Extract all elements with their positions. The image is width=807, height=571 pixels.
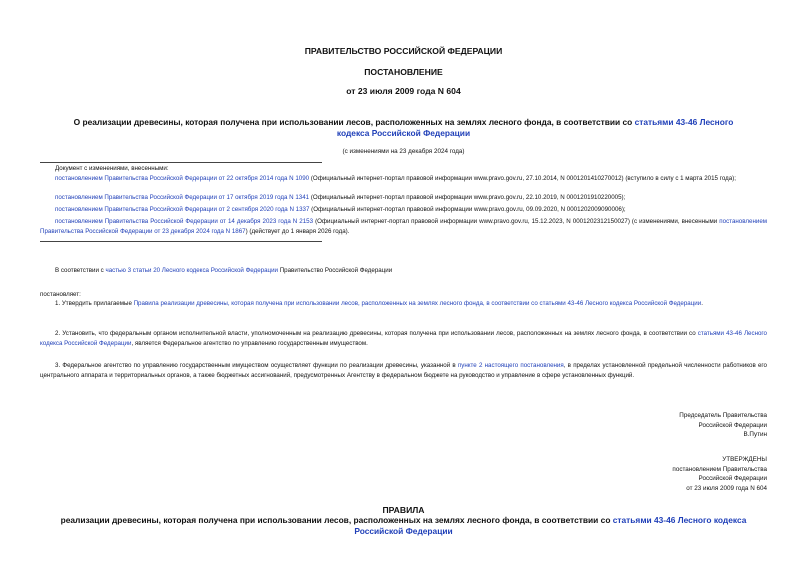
paragraph-3 [40, 361, 767, 380]
preamble-text-a: В соответствии с [55, 267, 106, 274]
divider-top [40, 162, 322, 163]
amendments-intro: Документ с изменениями, внесенными: [55, 165, 169, 172]
government-name: ПРАВИТЕЛЬСТВО РОССИЙСКОЙ ФЕДЕРАЦИИ [304, 46, 503, 56]
signature-country: Российской Федерации [698, 421, 767, 429]
amendment-2-link[interactable]: постановлением Правительства Российской Федерации от 17 октября 2019 года N 1341 [55, 194, 310, 201]
paragraph-1-link[interactable]: Правила реализации древесины, которая получена при использовании лесов, расположенных на землях лесного фонда, в соответствии со статьями 43-46 Лесного кодекса Российской Федерации [133, 300, 702, 307]
paragraph-3-link[interactable]: пункте 2 настоящего постановления [457, 362, 564, 369]
rules-heading: ПРАВИЛА [382, 505, 425, 515]
amended-note: (с изменениями на 23 декабря 2024 года) [342, 148, 465, 155]
title-text: О реализации древесины, которая получена при использовании лесов, расположенных на землях лесного фонда, в соответствии со [73, 117, 635, 127]
paragraph-2-link[interactable]: статьями 43-46 Лесного кодекса Российской Федерации [40, 330, 767, 347]
signature-position: Председатель Правительства [679, 412, 767, 419]
amendment-3-link[interactable]: постановлением Правительства Российской Федерации от 2 сентября 2020 года N 1337 [55, 206, 310, 213]
approved-date: от 23 июля 2009 года N 604 [686, 484, 767, 492]
approved-label: УТВЕРЖДЕНЫ [722, 456, 767, 463]
paragraph-3-text-b: , в пределах установленной предельной численности работников его центрального аппарата и территориальных органов, а также бюджетных ассигнований, предусмотренных Агентству в федеральном бюджете на руководство и управление в сфере установленных функций. [40, 362, 767, 379]
amendment-1 [40, 174, 767, 184]
resolves-word: постановляет: [40, 291, 81, 298]
amendment-4-link[interactable]: постановлением Правительства Российской Федерации от 14 декабря 2023 года N 2153 [55, 218, 314, 225]
rules-subtitle [40, 515, 767, 536]
divider-bottom [40, 241, 322, 242]
signature-name: В.Путин [743, 431, 767, 439]
amendment-4-text2: ) (действует до 1 января 2026 года). [245, 227, 350, 235]
amendment-4-link2[interactable]: постановлением Правительства Российской Федерации от 23 декабря 2024 года N 1867 [40, 218, 768, 235]
paragraph-2-text-b: , является Федеральное агентство по управлению государственным имуществом. [131, 339, 368, 347]
document-date: от 23 июля 2009 года N 604 [346, 86, 461, 96]
preamble-link[interactable]: частью 3 статьи 20 Лесного кодекса Российской Федерации [105, 267, 278, 274]
approved-country: Российской Федерации [698, 475, 767, 483]
preamble-text-b: Правительство Российской Федерации [277, 267, 393, 274]
document-type: ПОСТАНОВЛЕНИЕ [364, 67, 443, 77]
preamble [55, 266, 767, 276]
title-link-articles[interactable]: статьями 43-46 Лесного [634, 117, 734, 127]
paragraph-3-text-a: 3. Федеральное агентство по управлению государственным имуществом осуществляет функции по реализации древесины, указанной в [55, 362, 458, 369]
paragraph-1 [40, 299, 767, 309]
rules-subtitle-link-2[interactable]: Российской Федерации [354, 525, 453, 536]
amendment-2-text: (Официальный интернет-портал правовой информации www.pravo.gov.ru, 22.10.2019, N 0001201910220005); [309, 194, 626, 201]
amendment-4 [40, 217, 767, 236]
amendment-3 [55, 205, 767, 215]
signature-block [467, 411, 767, 440]
amendment-1-link[interactable]: постановлением Правительства Российской Федерации от 22 октября 2014 года N 1090 [55, 175, 310, 182]
paragraph-1-text-b: . [701, 300, 703, 307]
amendment-4-text: (Официальный интернет-портал правовой информации www.pravo.gov.ru, 15.12.2023, N 0001202312150027) (с изменениями, внесенными [313, 218, 720, 225]
title-link-code[interactable]: кодекса Российской Федерации [336, 127, 471, 138]
paragraph-2 [40, 329, 767, 348]
rules-subtitle-link[interactable]: статьями 43-46 Лесного кодекса [612, 515, 747, 525]
document-title [40, 117, 767, 138]
paragraph-1-text-a: 1. Утвердить прилагаемые [55, 300, 134, 307]
approved-by: постановлением Правительства [672, 465, 767, 473]
amendment-3-text: (Официальный интернет-портал правовой информации www.pravo.gov.ru, 09.09.2020, N 0001202009090006); [309, 206, 626, 213]
amendment-1-text: (Официальный интернет-портал правовой информации www.pravo.gov.ru, 27.10.2014, N 0001201410270012) (вступило в силу с 1 марта 2015 года); [309, 175, 736, 182]
rules-subtitle-text: реализации древесины, которая получена при использовании лесов, расположенных на землях лесного фонда, в соответствии со [60, 515, 613, 525]
paragraph-2-text-a: 2. Установить, что федеральным органом исполнительной власти, уполномоченным на реализацию древесины, которая получена при использовании лесов, расположенных на землях лесного фонда, в соответствии со [55, 330, 698, 337]
approved-block [467, 455, 767, 493]
amendment-2 [55, 193, 767, 203]
